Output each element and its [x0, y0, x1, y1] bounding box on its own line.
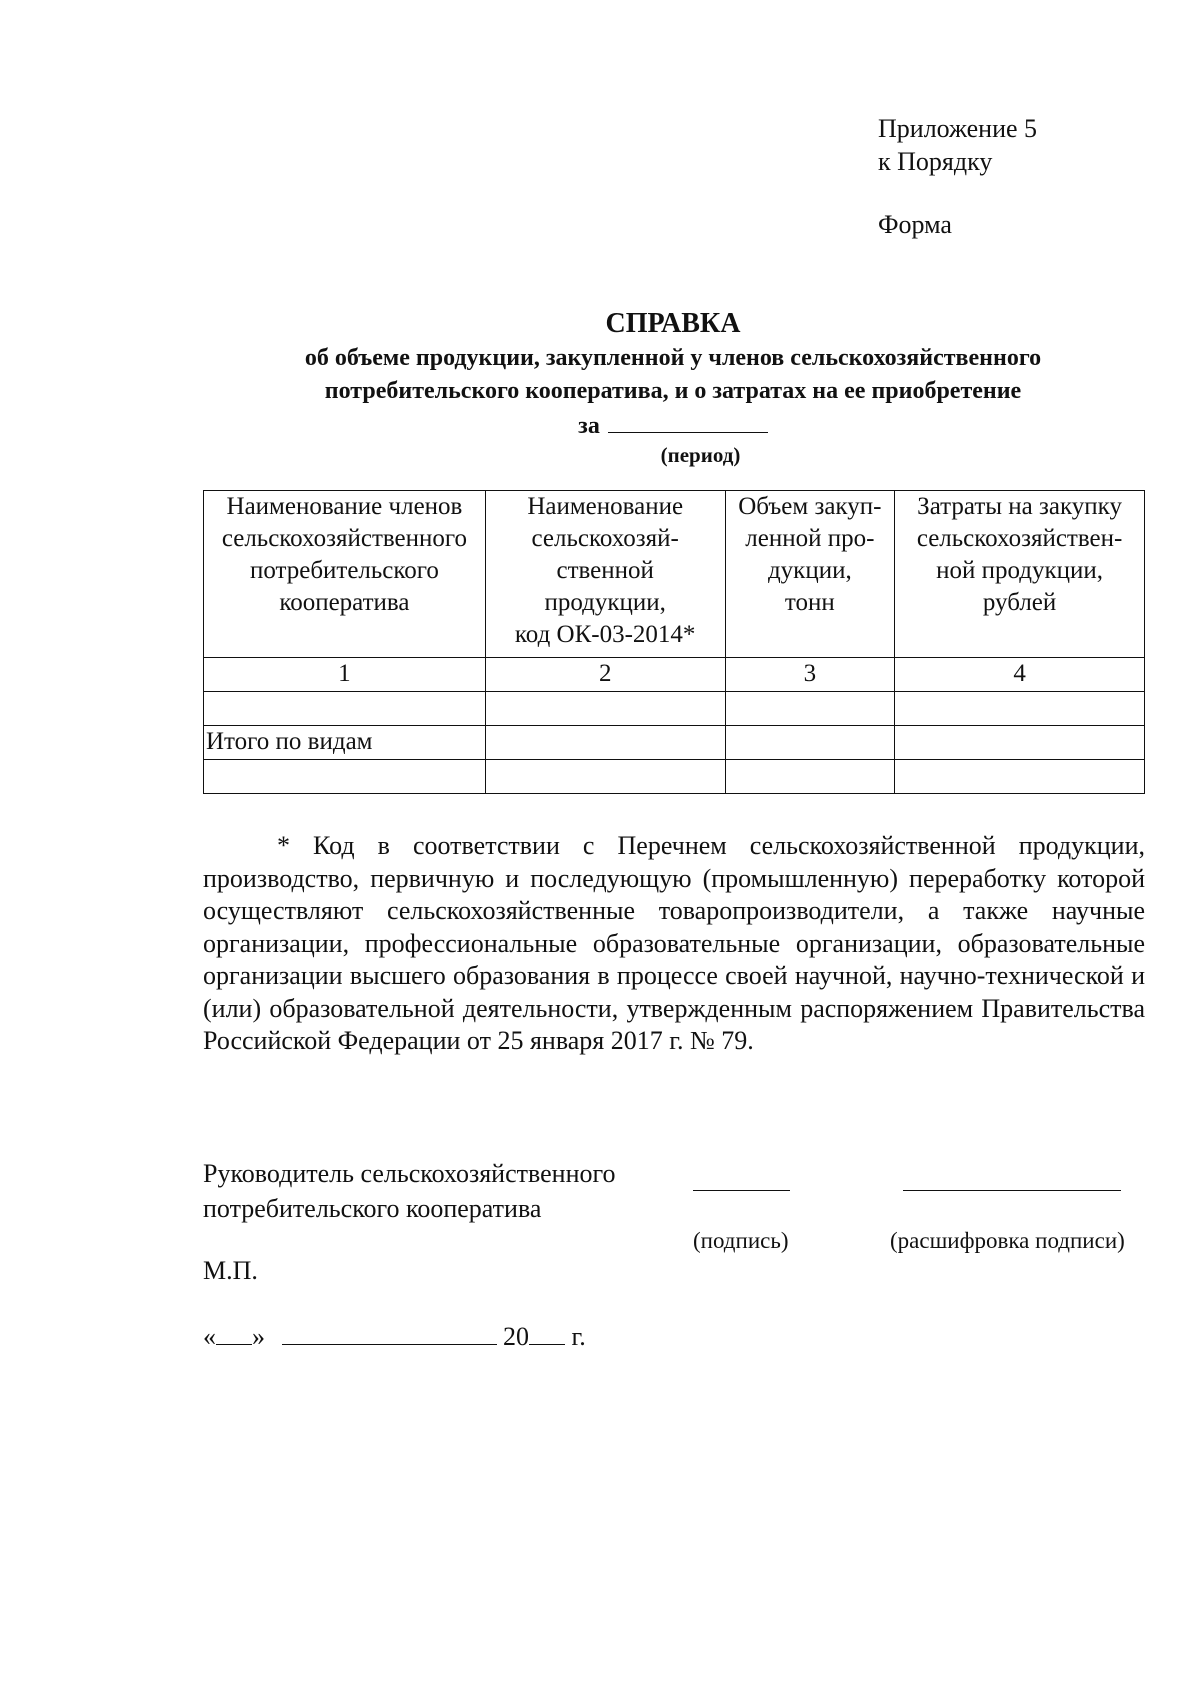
header-text: дукции,: [767, 557, 852, 584]
stamp-place: М.П.: [203, 1256, 258, 1285]
appendix-line-2: к Порядку: [878, 147, 993, 176]
signer-role: [203, 1156, 616, 1226]
title-main: СПРАВКА: [605, 308, 741, 339]
year-prefix: 20: [503, 1322, 529, 1351]
period-label: (период): [660, 443, 741, 467]
header-text: ной продукции,: [936, 557, 1104, 584]
header-text: сельскохозяйственного: [221, 525, 468, 552]
month-field[interactable]: [282, 1318, 497, 1345]
date-open-quote: «: [203, 1322, 216, 1351]
signature-field[interactable]: [693, 1190, 790, 1191]
header-text: Затраты на закупку: [917, 493, 1122, 520]
appendix-reference: [878, 112, 1037, 178]
header-text: кооператива: [279, 589, 410, 616]
table-row: [204, 760, 1145, 794]
year-field[interactable]: [529, 1318, 565, 1345]
table-cell[interactable]: [725, 726, 895, 760]
signer-role-line-1: Руководитель сельскохозяйственного: [203, 1159, 616, 1188]
column-number-row: [204, 658, 1145, 692]
header-text: тонн: [784, 589, 835, 616]
document-title: [200, 306, 1146, 468]
signature-decoding-caption: (расшифровка подписи): [890, 1228, 1125, 1253]
table-cell[interactable]: [204, 760, 486, 794]
appendix-line-1: Приложение 5: [878, 114, 1038, 143]
table-cell[interactable]: [485, 760, 725, 794]
header-cell-members: [204, 491, 486, 658]
signature-caption: (подпись): [693, 1228, 789, 1253]
header-text: потребительского: [249, 557, 439, 584]
header-text: продукции,: [544, 589, 666, 616]
table-cell[interactable]: [725, 692, 895, 726]
header-text: Наименование членов: [226, 493, 463, 520]
header-text: ленной про-: [745, 525, 875, 552]
year-suffix: г.: [571, 1322, 586, 1351]
period-row: [200, 408, 1146, 442]
form-label: Форма: [878, 210, 952, 239]
table-cell[interactable]: [485, 726, 725, 760]
title-line-1: об объеме продукции, закупленной у членов сельскохозяйственного: [304, 345, 1042, 371]
header-text: код ОК-03-2014*: [514, 621, 696, 648]
header-text: Объем закуп-: [738, 493, 882, 520]
header-text: рублей: [982, 589, 1057, 616]
column-number: 4: [895, 658, 1145, 692]
header-text: сельскохозяй-: [531, 525, 679, 552]
column-number: 3: [725, 658, 895, 692]
table-cell[interactable]: [725, 760, 895, 794]
header-text: ственной: [556, 557, 654, 584]
header-cell-volume: [725, 491, 895, 658]
header-text: сельскохозяйствен-: [916, 525, 1123, 552]
table-header-row: [204, 491, 1145, 658]
signature-decoding-field[interactable]: [903, 1190, 1121, 1191]
table-row-total: [204, 726, 1145, 760]
date-row: [203, 1318, 586, 1352]
footnote-text: * Код в соответствии с Перечнем сельскохозяйственной продукции, производство, первичную и последующую (промышленную) переработку которой осуществляют сельскохозяйственные товаропроизводители, а также научные организации, профессиональные образовательные организации, образовательные организации высшего образования в процессе своей научной, научно-технической и (или) образовательной деятельности, утвержденным распоряжением Правительства Российской Федерации от 25 января 2017 г. № 79.: [203, 831, 1145, 1055]
date-close-quote: »: [252, 1322, 265, 1351]
purchase-table: [203, 490, 1145, 794]
table-cell[interactable]: [895, 692, 1145, 726]
column-number: 2: [485, 658, 725, 692]
period-prefix: за: [578, 413, 600, 439]
day-field[interactable]: [216, 1318, 252, 1345]
total-label-cell: Итого по видам: [204, 726, 486, 760]
footnote: [203, 830, 1145, 1058]
table-cell[interactable]: [895, 760, 1145, 794]
table-row: [204, 692, 1145, 726]
table-cell[interactable]: [895, 726, 1145, 760]
column-number: 1: [204, 658, 486, 692]
signer-role-line-2: потребительского кооператива: [203, 1194, 542, 1223]
title-line-2: потребительского кооператива, и о затратах на ее приобретение: [324, 378, 1022, 404]
header-cell-costs: [895, 491, 1145, 658]
header-cell-product-name: [485, 491, 725, 658]
header-text: Наименование: [527, 493, 684, 520]
table-cell[interactable]: [485, 692, 725, 726]
table-cell[interactable]: [204, 692, 486, 726]
period-blank-field[interactable]: [608, 408, 768, 433]
